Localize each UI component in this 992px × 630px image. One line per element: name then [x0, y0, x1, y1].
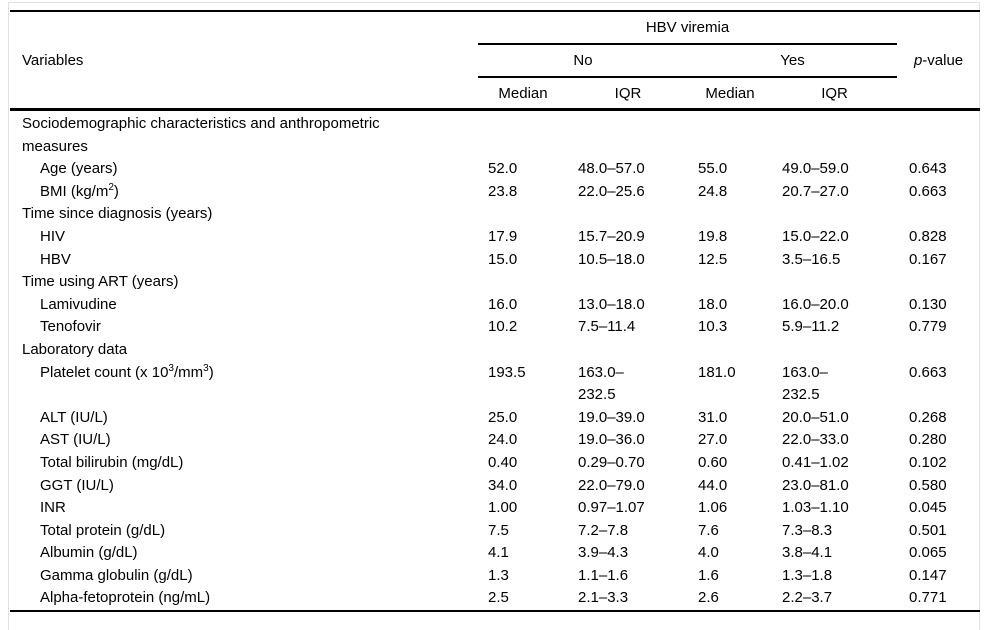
value-cell: 0.29–0.70 [578, 453, 645, 471]
pvalue-cell: 0.045 [909, 499, 947, 517]
table-row [10, 407, 980, 430]
value-cell [568, 110, 688, 159]
section-row [10, 271, 980, 294]
row-label: AST (IU/L) [40, 431, 111, 449]
pvalue-cell: 0.501 [909, 521, 947, 539]
row-label: Total bilirubin (mg/dL) [40, 453, 184, 471]
value-cell: 1.6 [698, 566, 719, 584]
row-label: ALT (IU/L) [40, 408, 108, 426]
section-row [10, 339, 980, 362]
value-cell: 48.0–57.0 [578, 160, 645, 178]
value-cell: 18.0 [698, 295, 728, 313]
value-cell: 15.0 [488, 250, 518, 268]
table-row [10, 452, 980, 475]
row-label-cell [10, 158, 478, 181]
row-label-cell [10, 226, 478, 249]
table-row [10, 294, 980, 317]
row-label-cell [10, 181, 478, 204]
pvalue-cell: 0.828 [909, 227, 947, 245]
pvalue-cell: 0.268 [909, 408, 947, 426]
value-cell: 34.0 [488, 476, 518, 494]
value-cell: 1.3 [488, 566, 509, 584]
row-label: BMI $(kg/m^2)$ [40, 181, 119, 200]
pvalue-cell: 0.580 [909, 476, 947, 494]
pvalue-column-header [897, 11, 980, 110]
row-label-cell [10, 497, 478, 520]
pvalue-cell: 0.663 [909, 182, 947, 200]
value-cell: 7.5 [488, 521, 509, 539]
row-label: Laboratory data [22, 340, 128, 358]
row-label-cell [10, 429, 478, 452]
table-row [10, 362, 980, 407]
value-cell: 2.2–3.7 [772, 587, 897, 611]
value-cell: 0.97–1.07 [578, 499, 645, 517]
value-cell: 193.5 [488, 363, 526, 381]
value-cell: 15.0–22.0 [782, 227, 849, 245]
table-row [10, 158, 980, 181]
value-cell [772, 339, 897, 362]
value-cell: 2.6 [688, 587, 772, 611]
section-row [10, 203, 980, 226]
value-cell: 16.0 [488, 295, 518, 313]
pvalue-italic-p: p [913, 51, 923, 69]
row-label-cell [10, 294, 478, 317]
value-cell: 10.3 [698, 318, 728, 336]
value-cell: 22.0–33.0 [782, 431, 849, 449]
value-cell: 10.2 [488, 318, 518, 336]
value-cell [772, 203, 897, 226]
value-cell [478, 339, 568, 362]
value-cell: 49.0–59.0 [782, 160, 849, 178]
variables-column-header: Variables [10, 11, 478, 110]
table-row [10, 497, 980, 520]
pvalue-cell: 0.065 [909, 544, 947, 562]
value-cell: 163.0– 232.5 [578, 363, 624, 404]
median-no-header: Median [478, 77, 568, 110]
table-row [10, 475, 980, 498]
hbv-viremia-group-header: HBV viremia [478, 11, 897, 44]
value-cell: 5.9–11.2 [782, 318, 840, 336]
value-cell: 2.1–3.3 [568, 587, 688, 611]
value-cell: 15.7–20.9 [578, 227, 645, 245]
table-row [10, 565, 980, 588]
pvalue-cell [897, 339, 980, 362]
value-cell [688, 339, 772, 362]
iqr-no-header: IQR [568, 77, 688, 110]
value-cell: 1.3–1.8 [782, 566, 833, 584]
group-no-header: No [478, 44, 688, 77]
table-row [10, 249, 980, 272]
value-cell [688, 271, 772, 294]
value-cell: 20.0–51.0 [782, 408, 849, 426]
row-label-cell [10, 271, 478, 294]
value-cell: 7.3–8.3 [782, 521, 833, 539]
value-cell [568, 203, 688, 226]
section-row [10, 110, 980, 159]
value-cell [478, 271, 568, 294]
pvalue-cell: 0.147 [909, 566, 947, 584]
value-cell: 55.0 [698, 160, 728, 178]
row-label: HBV [40, 250, 71, 268]
pvalue-cell: 0.102 [909, 453, 947, 471]
pvalue-cell [897, 203, 980, 226]
iqr-yes-header: IQR [772, 77, 897, 110]
row-label-cell [10, 520, 478, 543]
pvalue-suffix: -value [922, 51, 964, 69]
median-yes-header: Median [688, 77, 772, 110]
value-cell: 22.0–79.0 [578, 476, 645, 494]
value-cell [772, 271, 897, 294]
value-cell: 25.0 [488, 408, 518, 426]
value-cell: 3.5–16.5 [782, 250, 841, 268]
row-label: Time using ART (years) [22, 273, 179, 291]
row-label-cell [10, 587, 478, 611]
value-cell: 19.0–36.0 [578, 431, 645, 449]
value-cell: 0.40 [488, 453, 518, 471]
pvalue-cell: 0.280 [909, 431, 947, 449]
value-cell: 13.0–18.0 [578, 295, 645, 313]
table-row [10, 181, 980, 204]
pvalue-cell: 0.643 [909, 160, 947, 178]
value-cell: 3.8–4.1 [782, 544, 833, 562]
value-cell: 1.03–1.10 [782, 499, 849, 517]
pvalue-cell [897, 110, 980, 159]
row-label: Time since diagnosis (years) [22, 205, 213, 223]
row-label-cell [10, 110, 478, 159]
value-cell: 10.5–18.0 [578, 250, 645, 268]
value-cell [568, 339, 688, 362]
value-cell [688, 203, 772, 226]
value-cell: 20.7–27.0 [782, 182, 849, 200]
table-row [10, 316, 980, 339]
value-cell: 19.8 [698, 227, 728, 245]
row-label: Sociodemographic characteristics and anthropometric measures [22, 115, 380, 155]
value-cell: 7.2–7.8 [578, 521, 629, 539]
value-cell: 16.0–20.0 [782, 295, 849, 313]
value-cell: 19.0–39.0 [578, 408, 645, 426]
value-cell: 1.1–1.6 [578, 566, 629, 584]
pvalue-cell: 0.663 [909, 363, 947, 381]
value-cell: 0.41–1.02 [782, 453, 849, 471]
value-cell: 23.8 [488, 182, 518, 200]
value-cell: 3.9–4.3 [578, 544, 629, 562]
value-cell: 24.8 [698, 182, 728, 200]
row-label-cell [10, 339, 478, 362]
row-label-cell [10, 542, 478, 565]
value-cell: 2.5 [478, 587, 568, 611]
value-cell: 163.0– 232.5 [782, 363, 828, 404]
row-label: Total protein (g/dL) [40, 521, 166, 539]
row-label-cell [10, 452, 478, 475]
value-cell: 44.0 [698, 476, 728, 494]
row-label: GGT (IU/L) [40, 476, 114, 494]
group-yes-header: Yes [688, 44, 897, 77]
value-cell: 1.06 [698, 499, 728, 517]
pvalue-cell: 0.771 [897, 587, 980, 611]
row-label: Lamivudine [40, 295, 117, 313]
value-cell: 22.0–25.6 [578, 182, 645, 200]
pvalue-cell [897, 271, 980, 294]
row-label: Platelet count (x $10^3/mm^3$) [40, 362, 214, 381]
value-cell: 181.0 [698, 363, 736, 381]
row-label: Age (years) [40, 160, 118, 178]
row-label-cell [10, 203, 478, 226]
value-cell: 31.0 [698, 408, 728, 426]
table-row [10, 587, 980, 611]
value-cell: 4.0 [698, 544, 719, 562]
pvalue-cell: 0.779 [909, 318, 947, 336]
row-label-cell [10, 565, 478, 588]
row-label-cell [10, 475, 478, 498]
row-label: Albumin (g/dL) [40, 544, 138, 562]
value-cell [478, 110, 568, 159]
value-cell: 7.6 [698, 521, 719, 539]
value-cell: 0.60 [698, 453, 728, 471]
statistics-table [10, 10, 980, 612]
pvalue-cell: 0.167 [909, 250, 947, 268]
row-label-cell [10, 362, 478, 407]
table-row [10, 226, 980, 249]
value-cell: 24.0 [488, 431, 518, 449]
table-body [10, 110, 980, 612]
row-label-cell [10, 407, 478, 430]
pvalue-cell: 0.130 [909, 295, 947, 313]
value-cell: 4.1 [488, 544, 509, 562]
value-cell [688, 110, 772, 159]
value-cell: 12.5 [698, 250, 728, 268]
header-row-group [10, 11, 980, 44]
value-cell: 17.9 [488, 227, 518, 245]
row-label: INR [40, 499, 66, 517]
row-label: Alpha-fetoprotein (ng/mL) [40, 589, 211, 607]
row-label-cell [10, 316, 478, 339]
value-cell [568, 271, 688, 294]
value-cell: 7.5–11.4 [578, 318, 636, 336]
table-row [10, 520, 980, 543]
value-cell: 27.0 [698, 431, 728, 449]
row-label: Tenofovir [40, 318, 101, 336]
table-row [10, 542, 980, 565]
row-label: HIV [40, 227, 66, 245]
value-cell: 1.00 [488, 499, 518, 517]
value-cell [478, 203, 568, 226]
row-label: Gamma globulin (g/dL) [40, 566, 193, 584]
table-row [10, 429, 980, 452]
value-cell [772, 110, 897, 159]
value-cell: 52.0 [488, 160, 518, 178]
value-cell: 23.0–81.0 [782, 476, 849, 494]
row-label-cell [10, 249, 478, 272]
